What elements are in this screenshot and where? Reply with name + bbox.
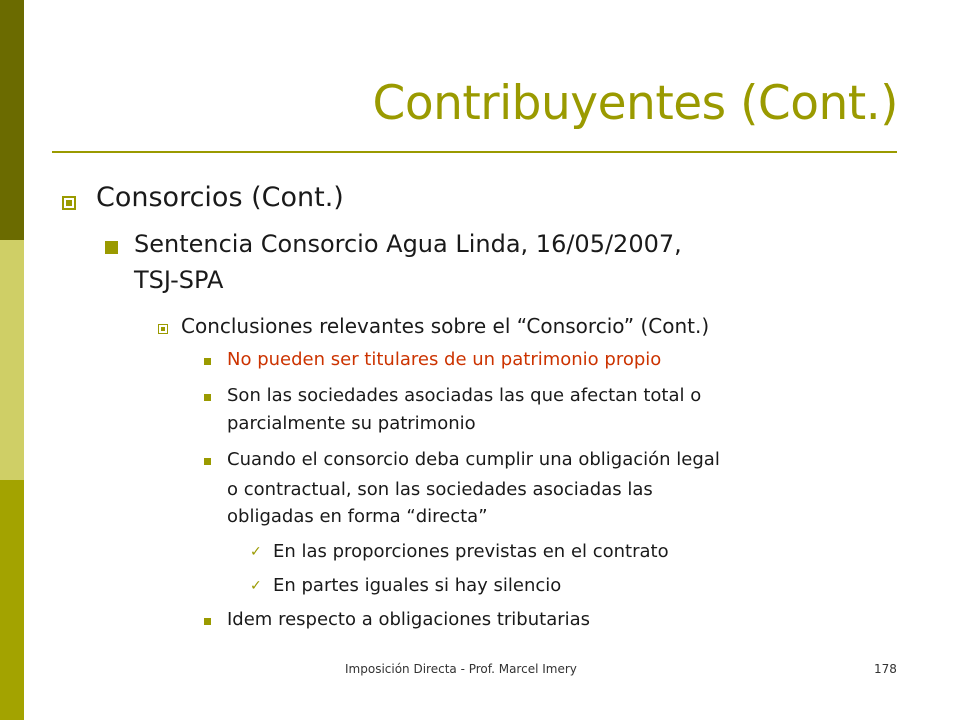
small-square-bullet-icon [204,458,211,465]
bullet-sentencia-line1: Sentencia Consorcio Agua Linda, 16/05/2007, [134,230,682,258]
checkmark-bullet-icon: ✓ [250,544,262,560]
bullet-sociedades-line2: parcialmente su patrimonio [227,413,476,434]
bullet-no-pueden: No pueden ser titulares de un patrimonio propio [227,349,662,370]
bullet-partes-iguales: En partes iguales si hay silencio [273,575,562,596]
left-accent-bar-olive [0,480,24,720]
small-square-bullet-icon [204,358,211,365]
bullet-idem: Idem respecto a obligaciones tributarias [227,609,591,630]
hollow-square-bullet-icon [62,196,76,210]
bullet-sentencia-line2: TSJ-SPA [134,266,224,294]
slide-title: Contribuyentes (Cont.) [372,76,898,131]
left-accent-bar-light [0,240,24,480]
bullet-cuando-line1: Cuando el consorcio deba cumplir una obligación legal [227,449,720,470]
slide-footer: Imposición Directa - Prof. Marcel Imery [345,662,577,676]
small-square-bullet-icon [204,394,211,401]
page-number: 178 [874,662,897,676]
bullet-sociedades-line1: Son las sociedades asociadas las que afectan total o [227,385,702,406]
small-square-bullet-icon [204,618,211,625]
bullet-cuando-line3: obligadas en forma “directa” [227,506,488,527]
hollow-square-bullet-icon [158,324,168,334]
title-divider [52,151,897,153]
bullet-cuando-line2: o contractual, son las sociedades asociadas las [227,479,653,500]
bullet-proporciones: En las proporciones previstas en el contrato [273,541,669,562]
checkmark-bullet-icon: ✓ [250,578,262,594]
left-accent-bar-dark [0,0,24,240]
bullet-consorcios: Consorcios (Cont.) [96,182,344,213]
bullet-conclusiones: Conclusiones relevantes sobre el “Consorcio” (Cont.) [181,314,710,338]
filled-square-bullet-icon [105,241,118,254]
